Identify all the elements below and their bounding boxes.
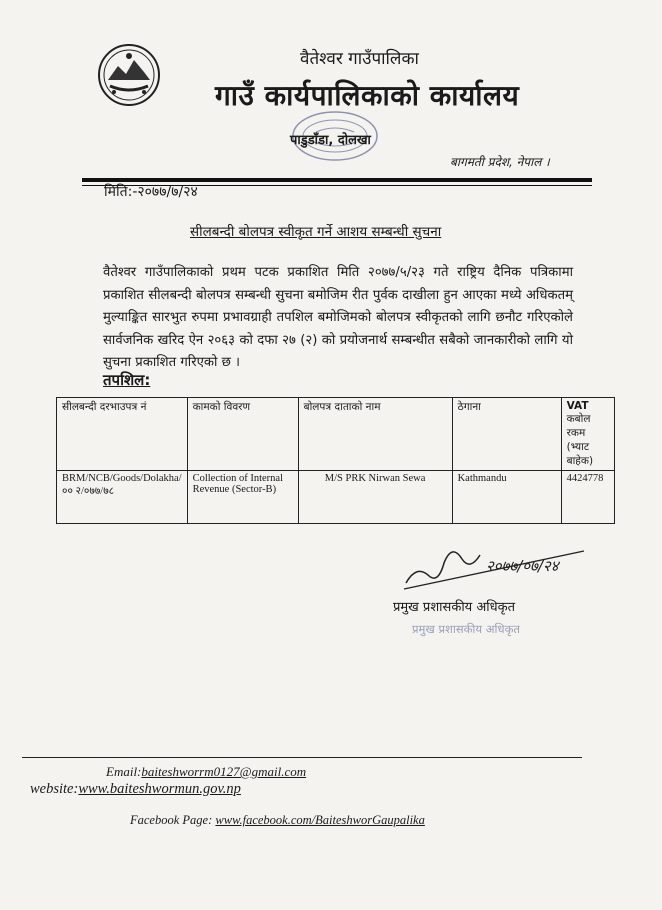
details-table — [56, 397, 615, 524]
org-name: वैतेश्वर गाउँपालिका — [300, 49, 419, 69]
office-name: गाउँ कार्यपालिकाको कार्यालय — [215, 79, 520, 112]
signatory-title: प्रमुख प्रशासकीय अधिकृत — [393, 600, 516, 615]
cell-bidder: M/S PRK Nirwan Sewa — [298, 471, 452, 524]
table-row — [57, 471, 615, 524]
signatory-stamp: प्रमुख प्रशासकीय अधिकृत — [412, 622, 520, 636]
website-link[interactable]: www.baiteshwormun.gov.np — [78, 781, 241, 797]
cell-work-desc: Collection of Internal Revenue (Sector-B) — [187, 471, 298, 524]
footer-email — [106, 764, 306, 780]
letter-date: मिति:-२०७७/७/२४ — [104, 184, 198, 200]
col-amount-label: कबोल रकम — [566, 413, 591, 439]
email-label: Email: — [106, 764, 142, 779]
table-header-row — [57, 398, 615, 471]
details-heading: तपशिल: — [103, 371, 151, 389]
facebook-link[interactable]: www.facebook.com/BaiteshworGaupalika — [215, 813, 425, 827]
col-amount-vat: VAT — [566, 400, 589, 412]
cell-contract-no: BRM/NCB/Goods/Dolakha/०० २/०७७/७८ — [57, 471, 188, 524]
footer-divider — [22, 757, 582, 758]
col-contract-no: सीलबन्दी दरभाउपत्र नं — [57, 398, 188, 471]
address-province: बागमती प्रदेश, नेपाल । — [450, 155, 550, 169]
signature-handwriting — [400, 525, 600, 595]
col-address: ठेगाना — [452, 398, 561, 471]
address-line: पाडुडाँडा, दोलखा — [290, 133, 371, 148]
website-label: website: — [30, 781, 79, 797]
signature-date: २०७७/०७/२४ — [486, 557, 559, 575]
cell-address: Kathmandu — [452, 471, 561, 524]
footer-website — [30, 781, 241, 798]
nepal-emblem-icon — [96, 42, 162, 108]
letter-subject: सीलबन्दी बोलपत्र स्वीकृत गर्ने आशय सम्बन्धी सुचना — [190, 224, 442, 240]
col-bidder: बोलपत्र दाताको नाम — [298, 398, 452, 471]
facebook-label: Facebook Page: — [130, 813, 213, 827]
cell-amount: 4424778 — [561, 471, 614, 524]
col-amount-note: (भ्याट बाहेक) — [566, 441, 594, 467]
email-link[interactable]: baiteshworrm0127@gmail.com — [141, 764, 307, 779]
footer-facebook — [130, 813, 425, 828]
letter-body: वैतेश्वर गाउँपालिकाको प्रथम पटक प्रकाशित मिति २०७७/५/२३ गते राष्ट्रिय दैनिक पत्रिकामा प्रकाशित सीलबन्दी बोलपत्र सम्बन्धी सुचना बमोजिम रीत पुर्वक दाखीला हुन आएका मध्ये अधिकतम् मुल्याङ्कित सारभुत रुपमा प्रभावग्राही तपशिल बमोजिमको बोलपत्र स्वीकृतको लागि छनौट गरिएकोले सार्वजनिक खरिद ऐन २०६३ को दफा २७ (२) को प्रयोजनार्थ सम्बन्धीत सबैको जानकारीको लागि यो सुचना प्रकाशित गरिएको छ । — [103, 265, 573, 370]
col-work-desc: कामको विवरण — [187, 398, 298, 471]
col-amount — [561, 398, 614, 471]
